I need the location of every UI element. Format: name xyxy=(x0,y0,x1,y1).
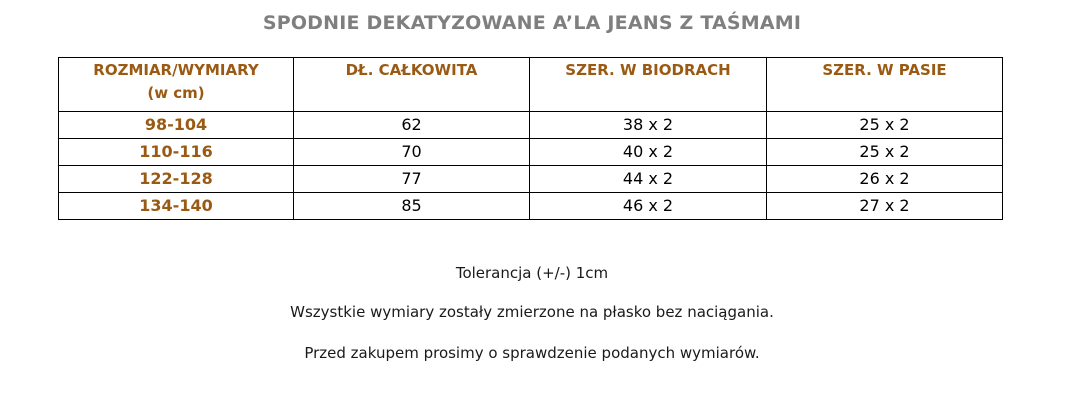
size-cell: 134-140 xyxy=(59,193,294,220)
header-waist-width-label: SZER. W PASIE xyxy=(822,61,947,79)
hip-width-cell: 44 x 2 xyxy=(530,166,767,193)
table-row xyxy=(59,139,1003,166)
hip-width-cell: 46 x 2 xyxy=(530,193,767,220)
check-before-purchase-note: Przed zakupem prosimy o sprawdzenie podanych wymiarów. xyxy=(304,344,760,362)
header-total-length xyxy=(294,58,530,112)
table-row xyxy=(59,112,1003,139)
size-cell: 98-104 xyxy=(59,112,294,139)
hip-width-cell: 40 x 2 xyxy=(530,139,767,166)
header-size-line-2: (w cm) xyxy=(147,84,205,102)
header-total-length-label: DŁ. CAŁKOWITA xyxy=(345,61,478,79)
header-hip-width xyxy=(530,58,767,112)
header-hip-width-label: SZER. W BIODRACH xyxy=(565,61,731,79)
total-length-cell: 85 xyxy=(294,193,530,220)
tolerance-note: Tolerancja (+/-) 1cm xyxy=(455,264,609,282)
table-header-row xyxy=(59,58,1003,112)
header-waist-width xyxy=(767,58,1003,112)
total-length-cell: 62 xyxy=(294,112,530,139)
waist-width-cell: 25 x 2 xyxy=(767,112,1003,139)
total-length-cell: 77 xyxy=(294,166,530,193)
table-row xyxy=(59,166,1003,193)
header-size-line-1: ROZMIAR/WYMIARY xyxy=(93,61,259,79)
waist-width-cell: 25 x 2 xyxy=(767,139,1003,166)
total-length-cell: 70 xyxy=(294,139,530,166)
waist-width-cell: 27 x 2 xyxy=(767,193,1003,220)
size-cell: 122-128 xyxy=(59,166,294,193)
waist-width-cell: 26 x 2 xyxy=(767,166,1003,193)
size-cell: 110-116 xyxy=(59,139,294,166)
header-size xyxy=(59,58,294,112)
page-title: SPODNIE DEKATYZOWANE A’LA JEANS Z TAŚMAMI xyxy=(262,12,802,34)
measurement-note: Wszystkie wymiary zostały zmierzone na płasko bez naciągania. xyxy=(290,303,774,321)
hip-width-cell: 38 x 2 xyxy=(530,112,767,139)
table-row xyxy=(59,193,1003,220)
size-table xyxy=(58,57,1003,220)
